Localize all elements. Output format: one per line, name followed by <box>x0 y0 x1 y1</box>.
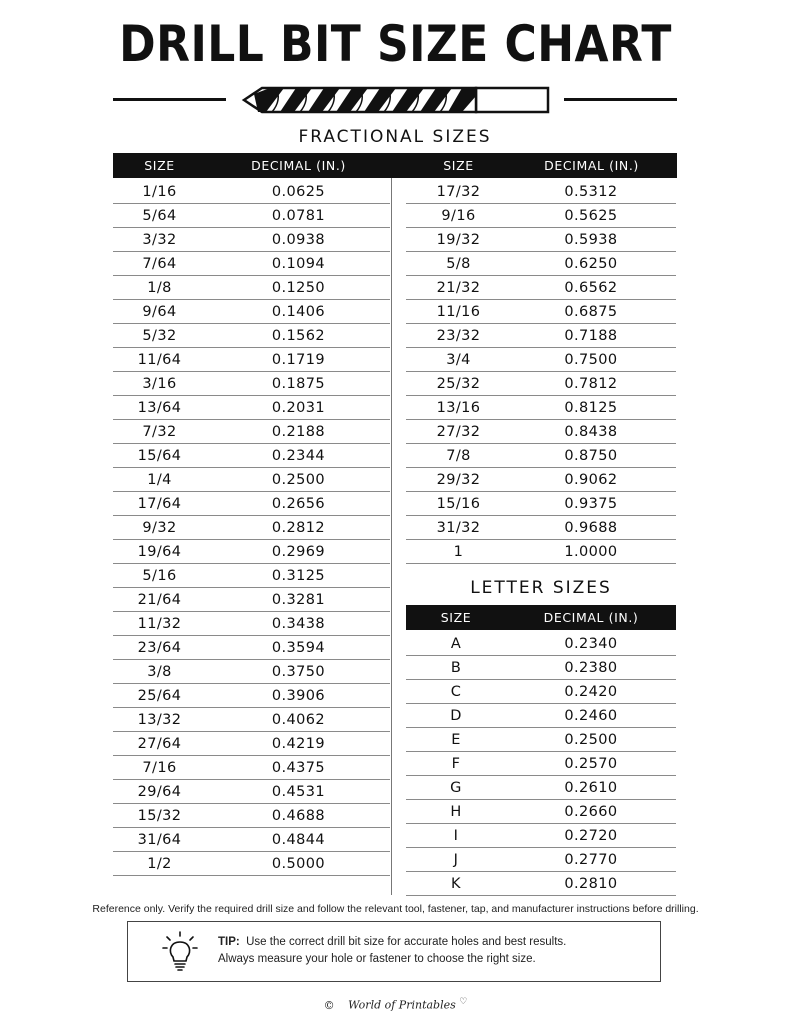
table-row <box>113 204 390 228</box>
fractional-sizes-title: FRACTIONAL SIZES <box>298 127 492 147</box>
decimal-cell: 0.0625 <box>271 184 326 200</box>
decimal-cell: 0.5625 <box>564 208 618 224</box>
size-cell: 21/32 <box>436 280 481 296</box>
header-decimal-letter: DECIMAL (IN.) <box>543 610 639 625</box>
table-row <box>113 348 390 372</box>
title-rule-right <box>564 98 677 101</box>
table-row <box>406 680 676 704</box>
tip-text <box>218 934 648 968</box>
table-row <box>406 348 676 372</box>
table-row <box>406 848 676 872</box>
size-cell: 25/64 <box>137 688 182 704</box>
table-row <box>113 732 390 756</box>
table-row <box>113 444 390 468</box>
table-row <box>113 396 390 420</box>
decimal-cell: 0.1719 <box>271 352 326 368</box>
decimal-cell: 0.3438 <box>271 616 326 632</box>
tip-box <box>127 921 661 982</box>
table-row <box>406 540 676 564</box>
size-cell: 15/32 <box>137 808 182 824</box>
header-size-right: SIZE <box>443 158 474 173</box>
decimal-cell: 0.9062 <box>564 472 618 488</box>
decimal-cell: 0.6562 <box>564 280 618 296</box>
size-cell: 5/64 <box>142 208 177 224</box>
disclaimer-text: Reference only. Verify the required drill size and follow the relevant tool, fastener, tap, and manufacturer instructions before drilling. <box>92 903 699 915</box>
table-row <box>113 612 390 636</box>
table-row <box>406 516 676 540</box>
size-cell: 19/64 <box>137 544 182 560</box>
decimal-cell: 0.1562 <box>271 328 326 344</box>
table-row <box>113 636 390 660</box>
table-row <box>406 800 676 824</box>
size-cell: D <box>450 708 462 724</box>
table-row <box>406 300 676 324</box>
decimal-cell: 0.7500 <box>564 352 618 368</box>
size-cell: A <box>450 636 462 652</box>
decimal-cell: 0.1406 <box>271 304 326 320</box>
tip-line-2: Always measure your hole or fastener to choose the right size. <box>218 953 536 965</box>
size-cell: 3/32 <box>142 232 177 248</box>
table-row <box>406 180 676 204</box>
table-row <box>406 752 676 776</box>
copyright-symbol: © <box>323 998 335 1012</box>
size-cell: 31/64 <box>137 832 182 848</box>
table-row <box>406 324 676 348</box>
decimal-cell: 0.4375 <box>271 760 326 776</box>
size-cell: 29/32 <box>436 472 481 488</box>
decimal-cell: 0.0938 <box>271 232 326 248</box>
brand-logo-text: World of Printables <box>348 998 456 1012</box>
table-row <box>113 516 390 540</box>
decimal-cell: 1.0000 <box>564 544 618 560</box>
table-row <box>113 324 390 348</box>
table-row <box>113 468 390 492</box>
decimal-cell: 0.4531 <box>271 784 326 800</box>
size-cell: 11/32 <box>137 616 182 632</box>
letter-sizes-title: LETTER SIZES <box>470 578 612 598</box>
heart-icon: ♡ <box>459 997 468 1007</box>
size-cell: 11/64 <box>137 352 182 368</box>
decimal-cell: 0.3906 <box>271 688 326 704</box>
table-row <box>406 468 676 492</box>
table-row <box>113 564 390 588</box>
size-cell: H <box>450 804 462 820</box>
decimal-cell: 0.9688 <box>564 520 618 536</box>
table-row <box>406 372 676 396</box>
decimal-cell: 0.2810 <box>564 876 618 892</box>
decimal-cell: 0.4062 <box>271 712 326 728</box>
table-row <box>406 252 676 276</box>
table-row <box>113 300 390 324</box>
table-row <box>406 396 676 420</box>
table-row <box>406 776 676 800</box>
decimal-cell: 0.4844 <box>271 832 326 848</box>
table-row <box>113 588 390 612</box>
size-cell: 9/32 <box>142 520 177 536</box>
size-cell: 11/16 <box>436 304 481 320</box>
size-cell: 1/16 <box>142 184 177 200</box>
page-title: DRILL BIT SIZE CHART <box>119 15 672 73</box>
size-cell: 3/4 <box>446 352 471 368</box>
size-cell: 5/16 <box>142 568 177 584</box>
size-cell: 1 <box>453 544 464 560</box>
table-row <box>113 684 390 708</box>
decimal-cell: 0.4688 <box>271 808 326 824</box>
size-cell: 17/64 <box>137 496 182 512</box>
size-cell: 13/32 <box>137 712 182 728</box>
size-cell: 3/16 <box>142 376 177 392</box>
decimal-cell: 0.6875 <box>564 304 618 320</box>
size-cell: 9/64 <box>142 304 177 320</box>
size-cell: B <box>450 660 462 676</box>
table-row <box>113 804 390 828</box>
footer <box>0 997 791 1012</box>
table-row <box>406 704 676 728</box>
table-row <box>113 756 390 780</box>
decimal-cell: 0.2660 <box>564 804 618 820</box>
table-row <box>406 728 676 752</box>
size-cell: 29/64 <box>137 784 182 800</box>
size-cell: 7/16 <box>142 760 177 776</box>
decimal-cell: 0.4219 <box>271 736 326 752</box>
size-cell: 7/8 <box>446 448 471 464</box>
decimal-cell: 0.1250 <box>271 280 326 296</box>
decimal-cell: 0.2031 <box>271 400 326 416</box>
size-cell: 27/32 <box>436 424 481 440</box>
decimal-cell: 0.5938 <box>564 232 618 248</box>
table-row <box>113 372 390 396</box>
lightbulb-icon <box>162 931 198 973</box>
decimal-cell: 0.2500 <box>271 472 326 488</box>
decimal-cell: 0.7812 <box>564 376 618 392</box>
table-row <box>406 420 676 444</box>
size-cell: 15/16 <box>436 496 481 512</box>
size-cell: 1/2 <box>147 856 172 872</box>
table-row <box>406 444 676 468</box>
decimal-cell: 0.3750 <box>271 664 326 680</box>
tip-label: TIP: <box>218 936 240 948</box>
decimal-cell: 0.2460 <box>564 708 618 724</box>
decimal-cell: 0.5000 <box>271 856 326 872</box>
tip-line-1: Use the correct drill bit size for accurate holes and best results. <box>246 936 567 948</box>
header-decimal-right: DECIMAL (IN.) <box>544 158 639 173</box>
decimal-cell: 0.0781 <box>271 208 326 224</box>
table-row <box>406 824 676 848</box>
table-row <box>113 228 390 252</box>
size-cell: 7/32 <box>142 424 177 440</box>
header-decimal-left: DECIMAL (IN.) <box>251 158 346 173</box>
decimal-cell: 0.2344 <box>271 448 326 464</box>
size-cell: 15/64 <box>137 448 182 464</box>
table-row <box>406 228 676 252</box>
size-cell: 9/16 <box>441 208 476 224</box>
decimal-cell: 0.2380 <box>564 660 618 676</box>
table-row <box>113 180 390 204</box>
size-cell: 7/64 <box>142 256 177 272</box>
size-cell: 27/64 <box>137 736 182 752</box>
decimal-cell: 0.1094 <box>271 256 326 272</box>
size-cell: 21/64 <box>137 592 182 608</box>
decimal-cell: 0.8438 <box>564 424 618 440</box>
decimal-cell: 0.2969 <box>271 544 326 560</box>
size-cell: K <box>451 876 461 892</box>
table-row <box>113 252 390 276</box>
size-cell: E <box>451 732 461 748</box>
table-row <box>406 276 676 300</box>
size-cell: 31/32 <box>436 520 481 536</box>
table-row <box>113 828 390 852</box>
size-cell: 5/32 <box>142 328 177 344</box>
table-row <box>113 492 390 516</box>
size-cell: 5/8 <box>446 256 471 272</box>
decimal-cell: 0.2770 <box>564 852 618 868</box>
decimal-cell: 0.7188 <box>564 328 618 344</box>
size-cell: 23/32 <box>436 328 481 344</box>
table-row <box>113 708 390 732</box>
size-cell: 13/64 <box>137 400 182 416</box>
fractional-table-header <box>113 153 677 178</box>
table-row <box>113 540 390 564</box>
drill-bit-icon <box>240 84 552 116</box>
header-size-left: SIZE <box>144 158 175 173</box>
table-row <box>113 276 390 300</box>
table-row <box>406 204 676 228</box>
size-cell: 13/16 <box>436 400 481 416</box>
table-row <box>113 780 390 804</box>
decimal-cell: 0.3281 <box>271 592 326 608</box>
decimal-cell: 0.2610 <box>564 780 618 796</box>
decimal-cell: 0.1875 <box>271 376 326 392</box>
size-cell: 1/4 <box>147 472 172 488</box>
decimal-cell: 0.2420 <box>564 684 618 700</box>
table-row <box>113 420 390 444</box>
decimal-cell: 0.6250 <box>564 256 618 272</box>
table-row <box>113 660 390 684</box>
decimal-cell: 0.2812 <box>271 520 326 536</box>
decimal-cell: 0.5312 <box>564 184 618 200</box>
size-cell: F <box>451 756 461 772</box>
decimal-cell: 0.3594 <box>271 640 326 656</box>
decimal-cell: 0.2188 <box>271 424 326 440</box>
size-cell: 1/8 <box>147 280 172 296</box>
size-cell: 3/8 <box>147 664 172 680</box>
size-cell: J <box>453 852 459 868</box>
table-row <box>406 492 676 516</box>
decimal-cell: 0.2570 <box>564 756 618 772</box>
size-cell: G <box>450 780 462 796</box>
decimal-cell: 0.2720 <box>564 828 618 844</box>
size-cell: 17/32 <box>436 184 481 200</box>
size-cell: I <box>453 828 459 844</box>
title-rule-left <box>113 98 226 101</box>
header-size-letter: SIZE <box>440 610 472 625</box>
column-divider <box>391 178 392 895</box>
size-cell: 23/64 <box>137 640 182 656</box>
decimal-cell: 0.2656 <box>271 496 326 512</box>
size-cell: C <box>450 684 462 700</box>
table-row <box>406 632 676 656</box>
decimal-cell: 0.3125 <box>271 568 326 584</box>
decimal-cell: 0.8125 <box>564 400 618 416</box>
table-row <box>406 656 676 680</box>
decimal-cell: 0.2500 <box>564 732 618 748</box>
table-row <box>113 852 390 876</box>
decimal-cell: 0.2340 <box>564 636 618 652</box>
decimal-cell: 0.8750 <box>564 448 618 464</box>
size-cell: 25/32 <box>436 376 481 392</box>
decimal-cell: 0.9375 <box>564 496 618 512</box>
letter-table-header <box>406 605 676 630</box>
table-row <box>406 872 676 896</box>
size-cell: 19/32 <box>436 232 481 248</box>
